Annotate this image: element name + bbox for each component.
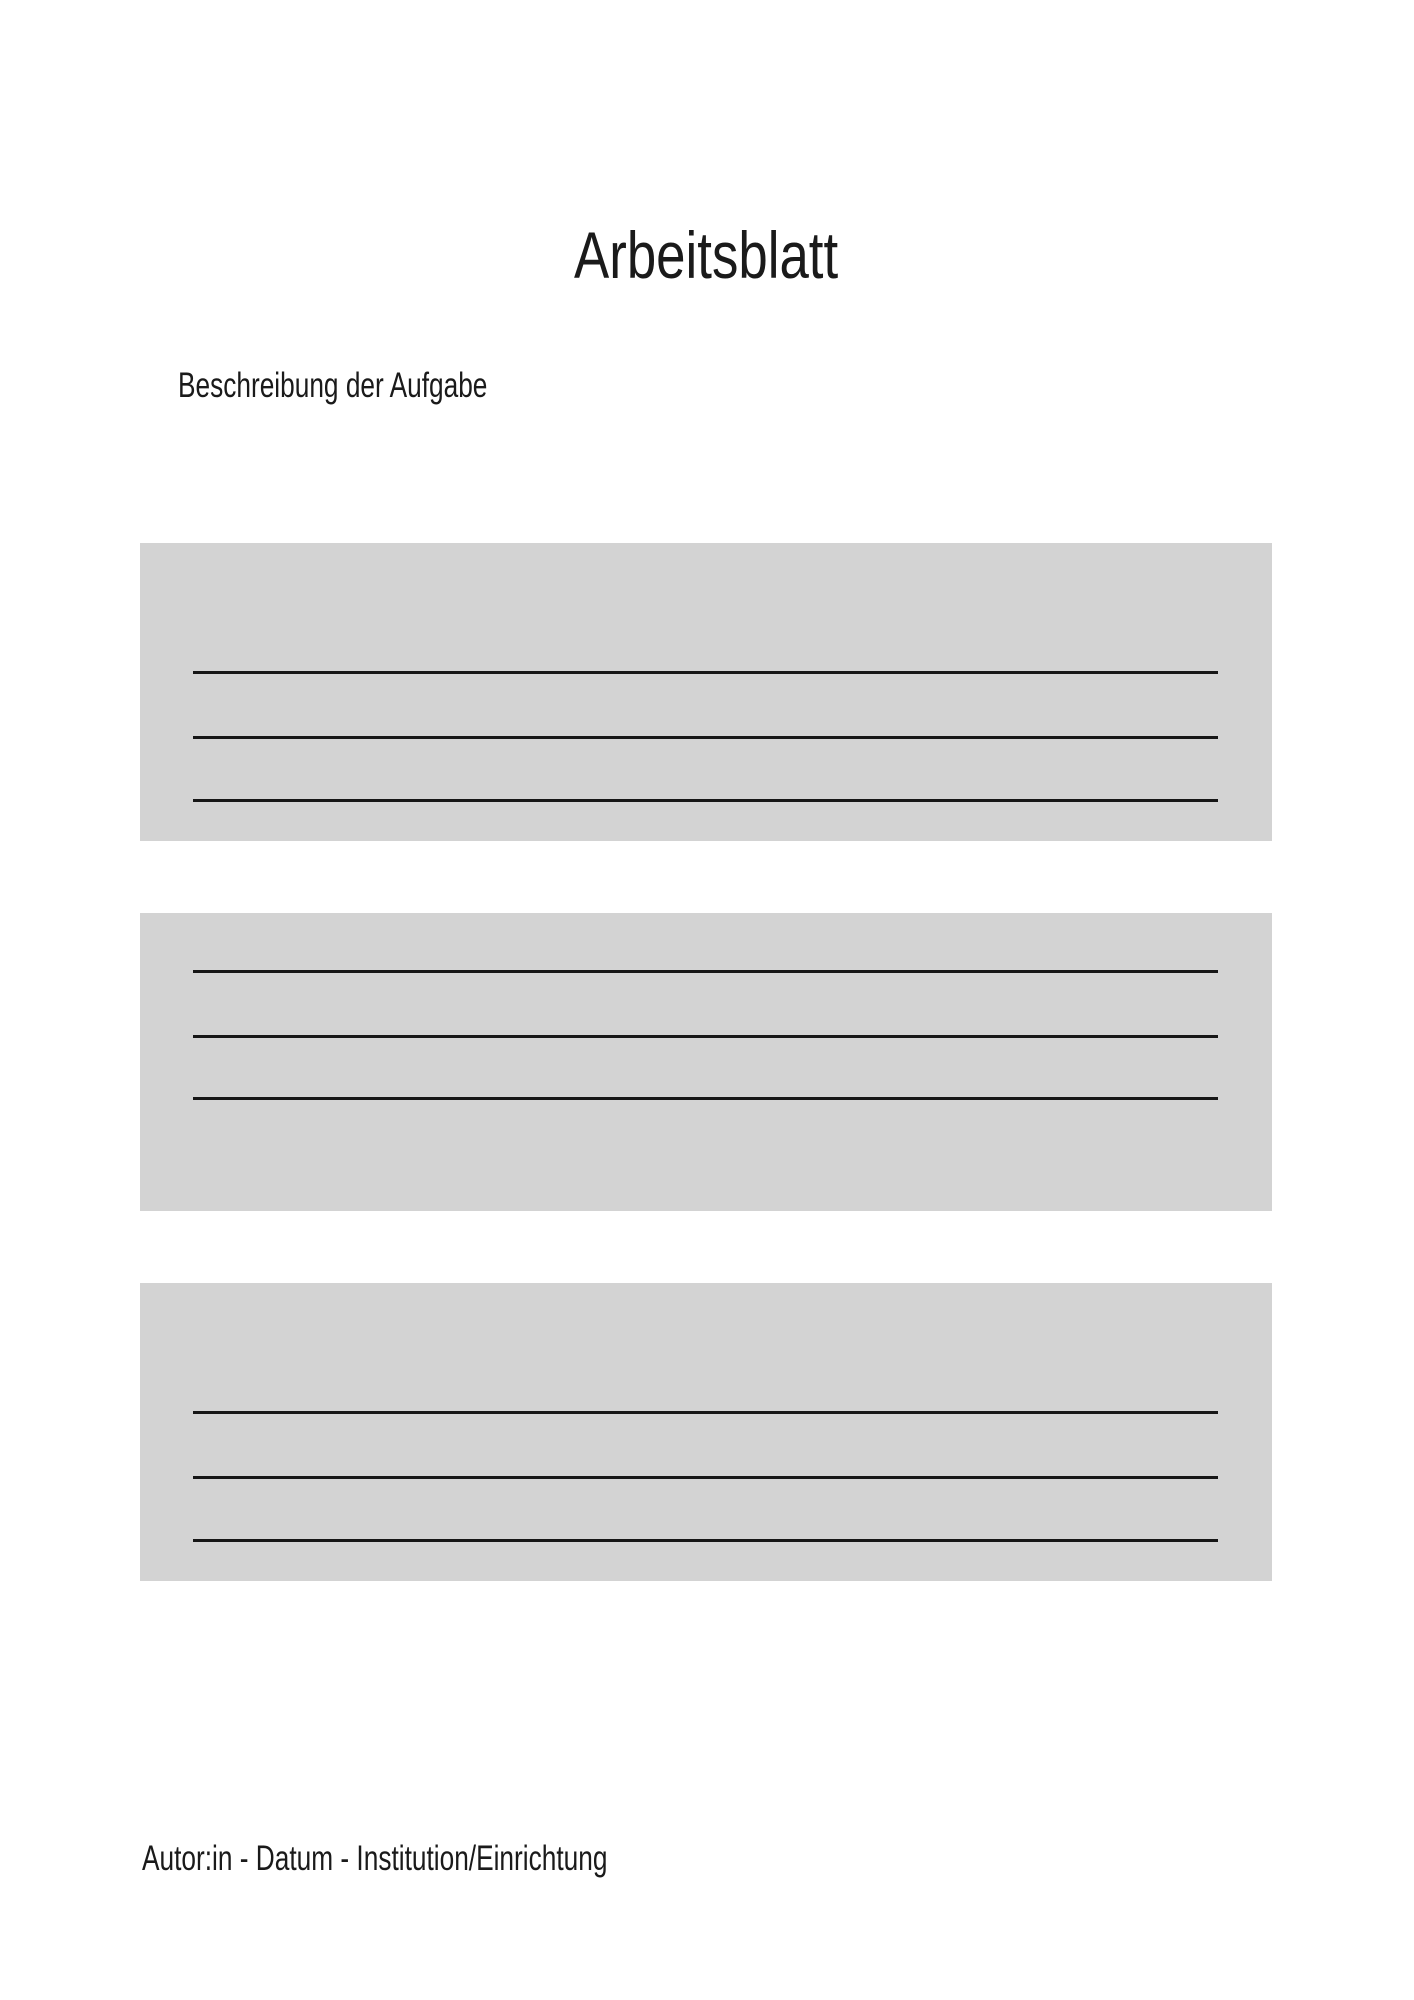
page-title: Arbeitsblatt [573,218,839,292]
page-title-row [140,218,1272,292]
task-description-label: Beschreibung der Aufgabe [178,366,488,405]
footer-credit-row [142,1841,763,1876]
writing-line [193,799,1218,802]
writing-line [193,671,1218,674]
answer-box-1 [140,543,1272,841]
writing-line [193,1539,1218,1542]
answer-box-3 [140,1283,1272,1581]
writing-line [193,1476,1218,1479]
writing-line [193,1411,1218,1414]
writing-line [193,1035,1218,1038]
writing-line [193,736,1218,739]
writing-line [193,1097,1218,1100]
footer-credit: Autor:in - Datum - Institution/Einrichtung [142,1839,608,1878]
writing-line [193,970,1218,973]
task-description-row [178,368,591,403]
answer-box-2 [140,913,1272,1211]
